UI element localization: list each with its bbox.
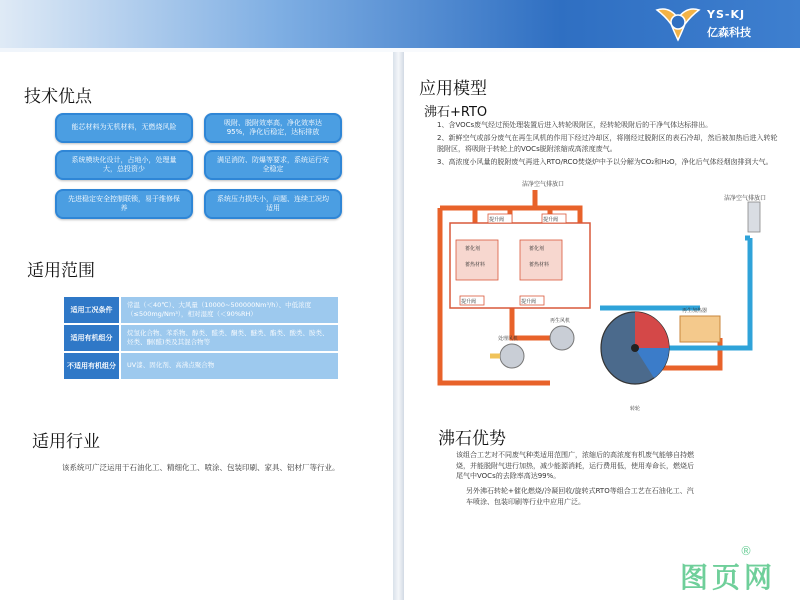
- table-row: [64, 353, 338, 379]
- table-row-value: 烷氢化合物、苯系物、醇类、醛类、酮类、醚类、酯类、酸类、胺类、烃类、酮(醛)类及其混合物等: [121, 325, 338, 351]
- process-step: 2、新鲜空气或部分废气在再生风机的作用下经过冷却区，将刚经过脱附区的表石冷却，然后被加热后进入转轮脱附区，将吸附于转轮上的VOCs脱附浓缩成高浓度废气。: [437, 134, 778, 153]
- watermark: [680, 544, 790, 594]
- regen-fan-label: 再生风机: [550, 318, 571, 324]
- brand-name: 亿森科技: [707, 26, 751, 39]
- advantage-pill: 满足消防、防爆等要求，系统运行安全稳定: [204, 150, 342, 180]
- scope-table: [64, 297, 338, 377]
- advantage-pill: 吸附、脱附效率高，净化效率达95%，净化后稳定，达标排放: [204, 113, 342, 143]
- table-row-label: 不适用有机组分: [64, 353, 119, 379]
- model-title: 应用模型: [419, 79, 487, 99]
- zeolite-advantage-title: 沸石优势: [438, 429, 506, 449]
- process-diagram: [430, 178, 780, 418]
- regen-heater: [680, 316, 720, 342]
- table-row-label: 适用工况条件: [64, 297, 119, 323]
- industry-text: 该系统可广泛运用于石油化工、精细化工、喷涂、包装印刷、家具、铝材厂等行业。: [62, 463, 340, 472]
- chamber-label: 蓄化剂: [529, 246, 545, 252]
- regen-fan-icon: [550, 326, 574, 350]
- table-row-value: 常温（＜40℃）、大风量（10000~500000Nm³/h）、中低浓度（≤500mg/Nm³），相对湿度（＜90%RH）: [121, 297, 338, 323]
- advantage-pill: 系统模块化设计，占地小，处理量大，总投资少: [55, 150, 193, 180]
- brand-logo-icon: [655, 4, 701, 42]
- table-row-value: UV漆、固化剂、高沸点聚合物: [121, 353, 338, 379]
- advantage-pill: 先进稳定安全控制联锁，易于维修保养: [55, 189, 193, 219]
- table-row: [64, 325, 338, 351]
- process-fan-label: 处理风机: [498, 336, 519, 342]
- right-outlet-label: 洁净空气排放口: [724, 195, 767, 202]
- advantages-title: 技术优点: [24, 87, 92, 107]
- advantage-paragraph: 另外沸石转轮+催化燃烧/冷凝回收/旋转式RTO等组合工艺在石油化工、汽车喷涂、包装印刷等行业中应用广泛。: [466, 487, 694, 506]
- process-step: 3、高浓度小风量的脱附废气再进入RTO/RCO焚烧炉中予以分解为CO₂和H₂O，净化后气体经烟囱排到大气。: [437, 158, 773, 166]
- rotor-label: 转轮: [630, 406, 641, 412]
- valve-label: 提升阀: [543, 217, 559, 223]
- chamber-label: 蓄热材料: [529, 262, 550, 268]
- page-spine: [393, 52, 404, 600]
- watermark-text: 图页网: [680, 561, 777, 594]
- exhaust-stack-icon: [748, 202, 760, 232]
- advantage-pill: 系统压力损失小，问题、连续工况均适用: [204, 189, 342, 219]
- brand-code: YS-KJ: [707, 8, 746, 21]
- chamber-label: 蓄化剂: [465, 246, 481, 252]
- process-fan-icon: [500, 344, 524, 368]
- process-step: 1、含VOCs废气经过预处理装置后进入转轮吸附区，经转轮吸附后的干净气体达标排出。: [437, 121, 713, 129]
- chamber-label: 蓄热材料: [465, 262, 486, 268]
- watermark-registered-mark: ®: [740, 544, 752, 558]
- table-row: [64, 297, 338, 323]
- valve-label: 提升阀: [461, 299, 477, 305]
- brand-logo: [655, 4, 795, 44]
- zeolite-rotor-icon: [601, 312, 669, 384]
- valve-label: 提升阀: [489, 217, 505, 223]
- valve-label: 提升阀: [521, 299, 537, 305]
- advantage-paragraph: 该组合工艺对不同废气种类适用范围广，浓缩后的高浓度有机废气能够自持燃烧，并能脱附气进行加热，减少能源消耗，运行费用低，使用寿命长，燃烧后尾气中VOCs的去除率高达99%。: [456, 451, 694, 480]
- heater-label: 再生加热器: [682, 308, 708, 314]
- scope-title: 适用范围: [27, 261, 95, 281]
- industry-title: 适用行业: [32, 432, 100, 452]
- advantage-pill: 能芯材料为无机材料，无燃烧风险: [55, 113, 193, 143]
- model-subtitle: 沸石+RTO: [424, 105, 488, 120]
- top-outlet-label: 洁净空气排放口: [522, 181, 565, 188]
- table-row-label: 适用有机组分: [64, 325, 119, 351]
